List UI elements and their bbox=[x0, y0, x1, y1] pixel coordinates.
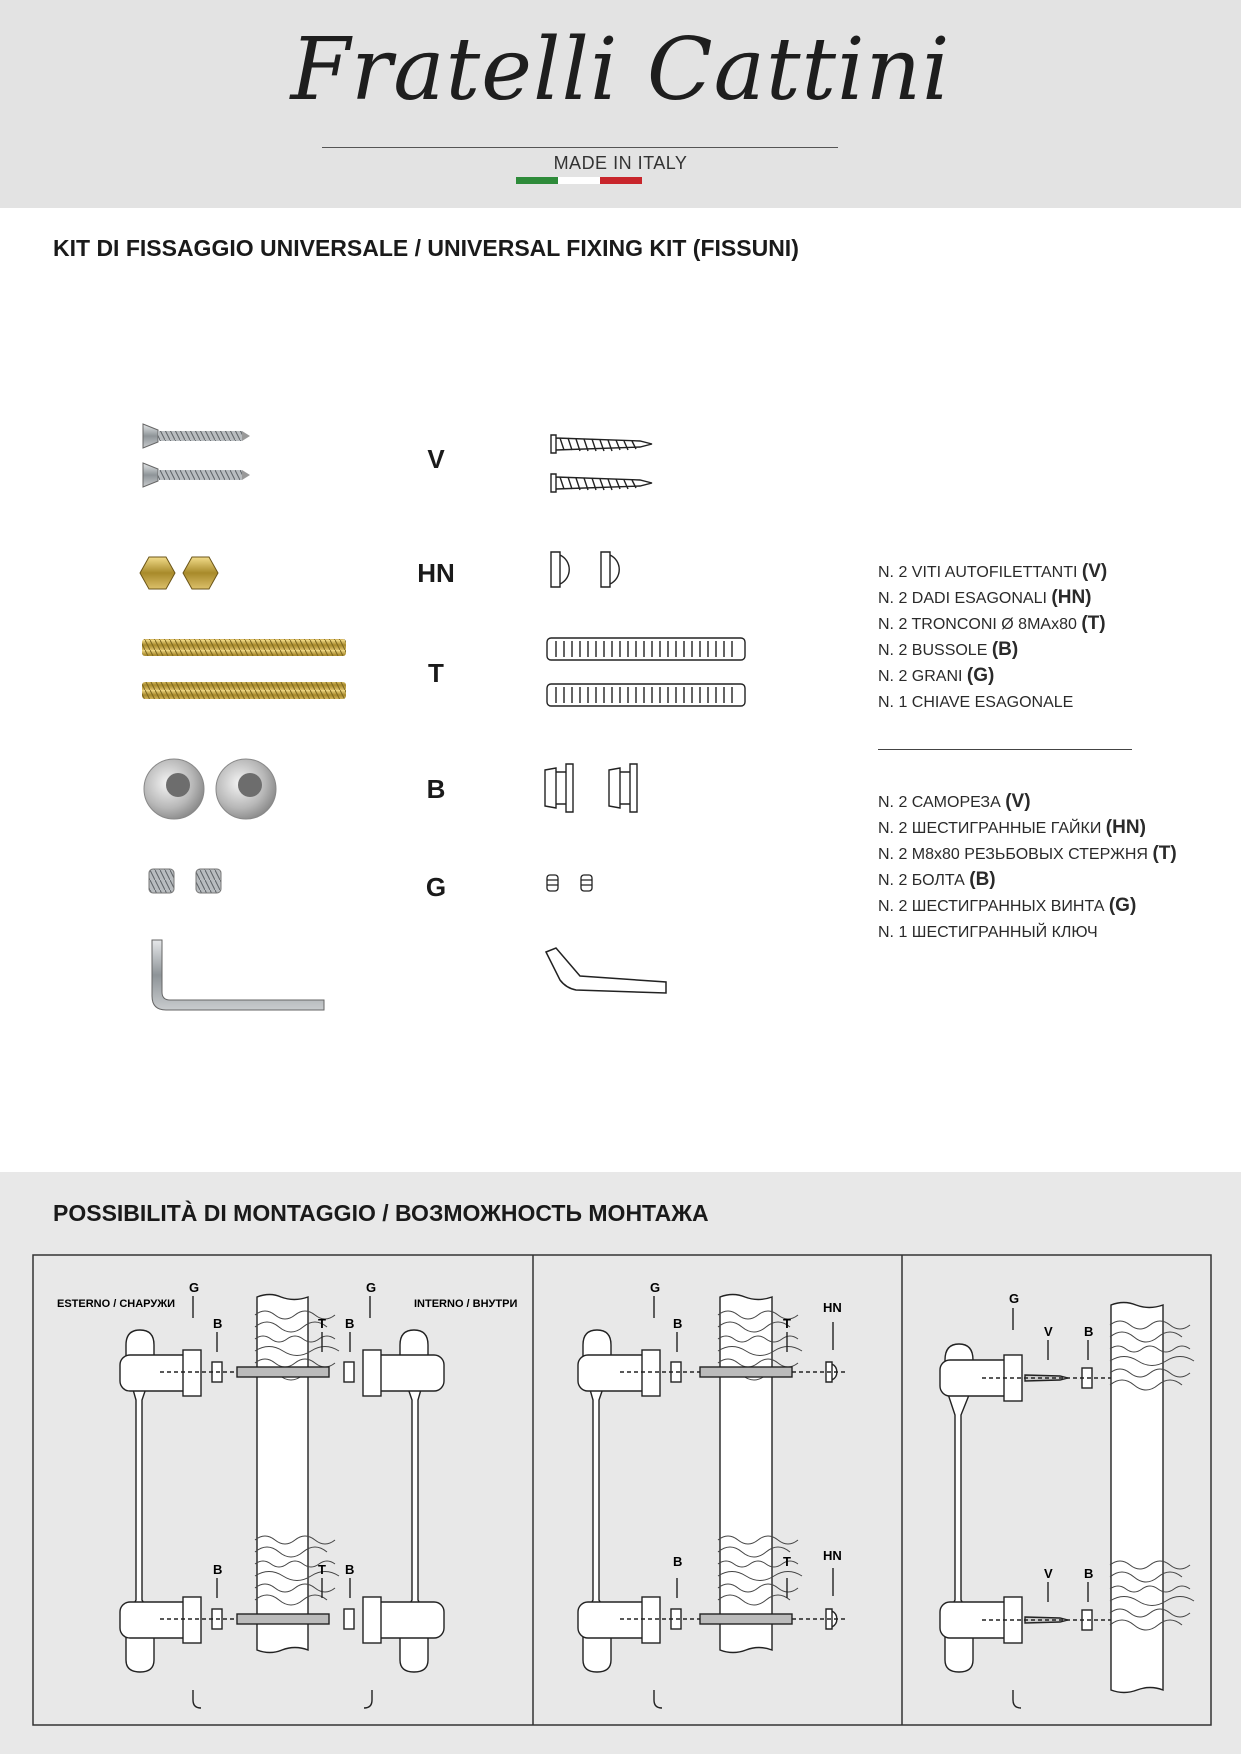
list-item: N. 2 DADI ESAGONALI (HN) bbox=[878, 587, 1092, 608]
code-g: G bbox=[650, 1280, 661, 1295]
outside-label: ESTERNO / СНАРУЖИ bbox=[57, 1298, 176, 1310]
panel-single-handle-nut bbox=[578, 1295, 845, 1709]
code-g: G bbox=[1009, 1291, 1020, 1306]
inside-label: INTERNO / ВНУТРИ bbox=[414, 1298, 518, 1310]
code-b: B bbox=[213, 1562, 223, 1577]
code-hn: HN bbox=[823, 1548, 842, 1563]
label-v: V bbox=[427, 444, 445, 474]
code-t: T bbox=[783, 1554, 791, 1569]
list-item: N. 2 TRONCONI Ø 8MAx80 (T) bbox=[878, 613, 1106, 634]
mounting-title: POSSIBILITÀ DI MONTAGGIO / ВОЗМОЖНОСТЬ МОНТАЖА bbox=[53, 1200, 709, 1226]
code-t: T bbox=[783, 1316, 791, 1331]
panel-single-handle-screw bbox=[940, 1303, 1194, 1709]
list-item: N. 2 ШЕСТИГРАННЫЕ ГАЙКИ (HN) bbox=[878, 817, 1146, 838]
list-item: N. 2 ШЕСТИГРАННЫХ ВИНТА (G) bbox=[878, 895, 1137, 916]
list-item: N. 2 BUSSOLE (B) bbox=[878, 639, 1019, 660]
list-item: N. 1 ШЕСТИГРАННЫЙ КЛЮЧ bbox=[878, 924, 1098, 941]
code-t: T bbox=[318, 1316, 326, 1331]
list-item: N. 2 VITI AUTOFILETTANTI (V) bbox=[878, 561, 1108, 582]
made-in-italy: MADE IN ITALY bbox=[553, 153, 688, 173]
code-b: B bbox=[673, 1554, 683, 1569]
code-g: G bbox=[189, 1280, 200, 1295]
code-b: B bbox=[345, 1316, 355, 1331]
list-item: N. 2 M8x80 РЕЗЬБОВЫХ СТЕРЖНЯ (T) bbox=[878, 843, 1177, 864]
label-b: B bbox=[426, 774, 446, 804]
code-hn: HN bbox=[823, 1300, 842, 1315]
brand-logo: Fratelli Cattini bbox=[290, 20, 951, 120]
label-t: T bbox=[428, 658, 444, 688]
code-g: G bbox=[366, 1280, 377, 1295]
list-item: N. 2 САМОРЕЗА (V) bbox=[878, 791, 1031, 812]
label-g: G bbox=[425, 872, 447, 902]
label-hn: HN bbox=[417, 558, 455, 588]
code-b: B bbox=[1084, 1566, 1094, 1581]
diagram-frame bbox=[33, 1255, 1211, 1725]
list-item: N. 2 БОЛТА (B) bbox=[878, 869, 996, 890]
code-v: V bbox=[1044, 1324, 1053, 1339]
code-v: V bbox=[1044, 1566, 1053, 1581]
list-item: N. 2 GRANI (G) bbox=[878, 665, 995, 686]
code-b: B bbox=[673, 1316, 683, 1331]
list-item: N. 1 CHIAVE ESAGONALE bbox=[878, 694, 1074, 711]
code-b: B bbox=[213, 1316, 223, 1331]
panel-double-handle bbox=[120, 1295, 444, 1709]
page-title: KIT DI FISSAGGIO UNIVERSALE / UNIVERSAL FIXING KIT (FISSUNI) bbox=[53, 235, 799, 261]
code-t: T bbox=[318, 1562, 326, 1577]
code-b: B bbox=[345, 1562, 355, 1577]
code-b: B bbox=[1084, 1324, 1094, 1339]
